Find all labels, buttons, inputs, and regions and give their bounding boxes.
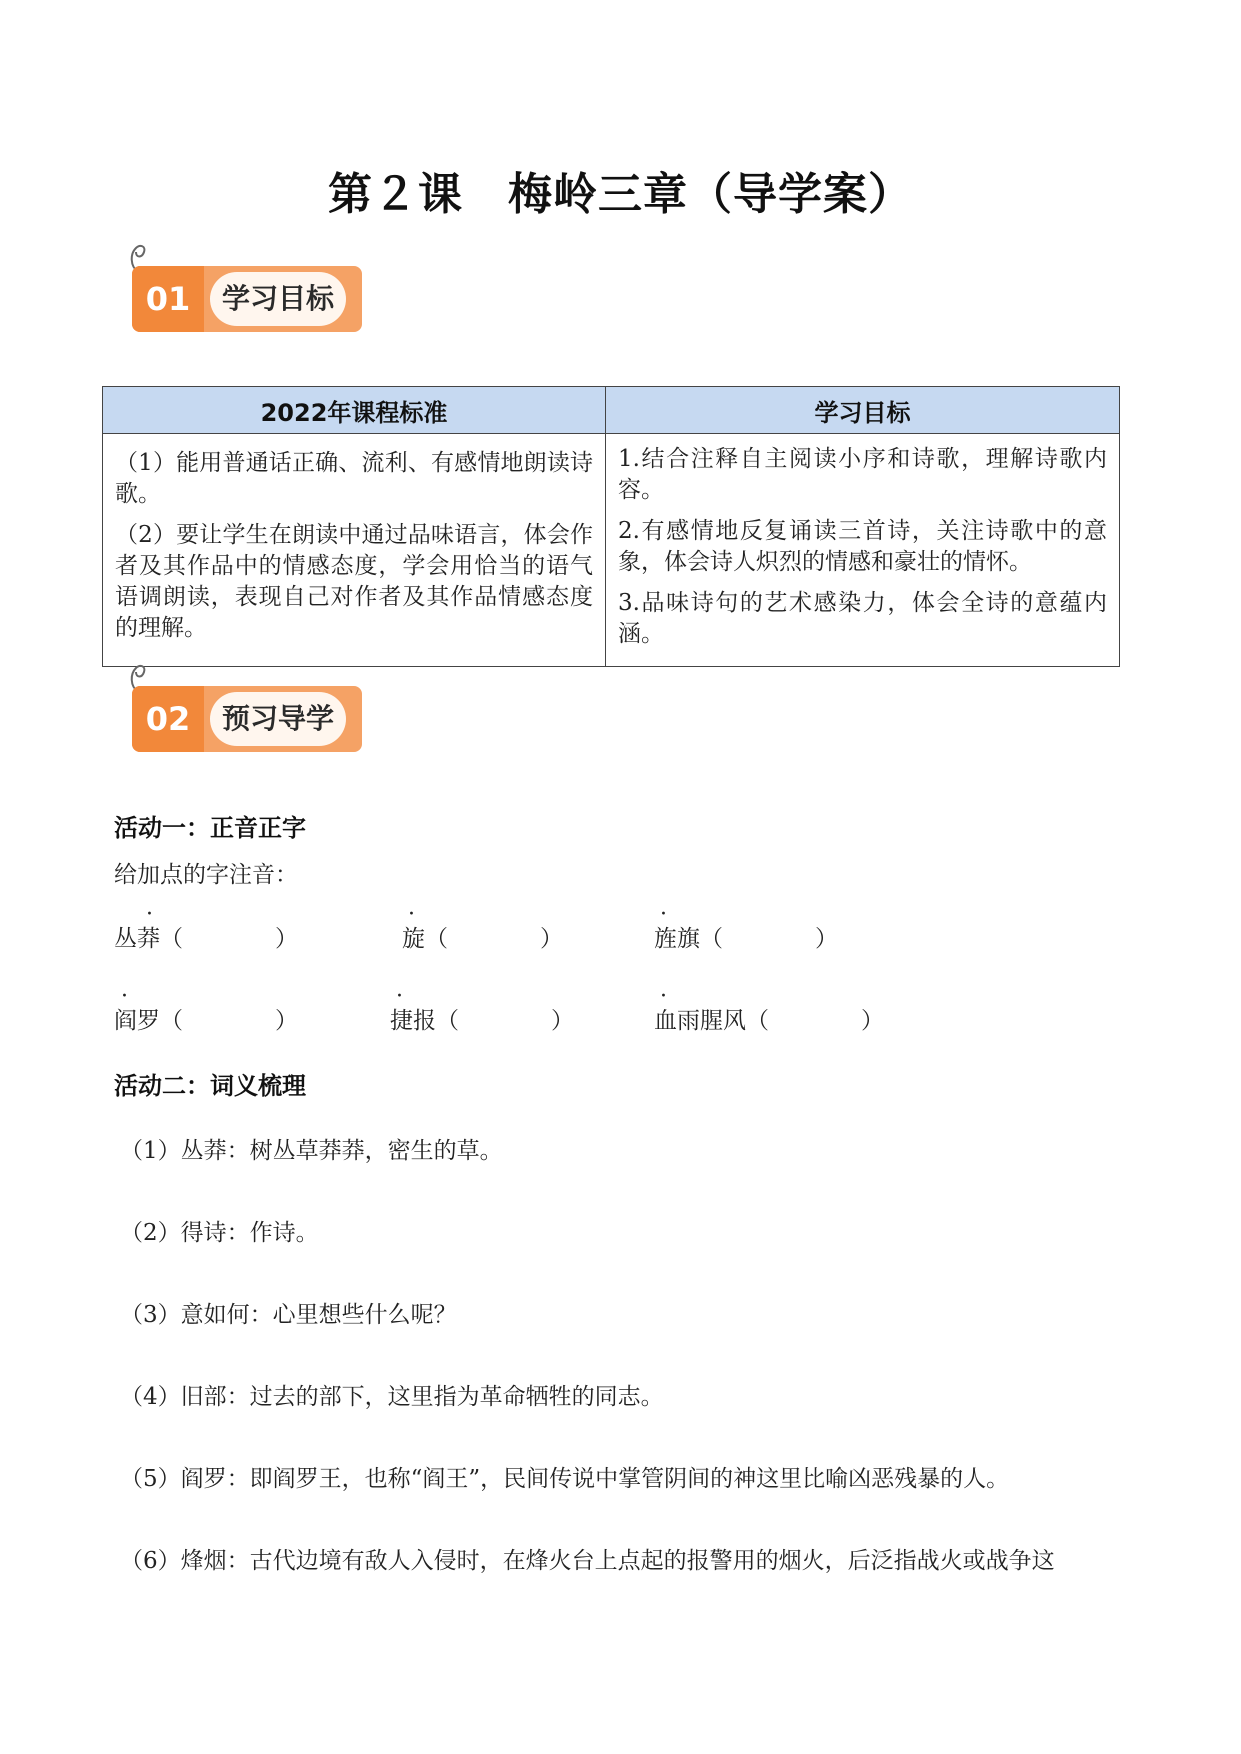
emphasis-dot: · (396, 984, 403, 1009)
standard-item: （2）要让学生在朗读中通过品味语言，体会作者及其作品中的情感态度，学会用恰当的语气语调朗读，表现自己对作者及其作品情感态度的理解。 (115, 522, 593, 641)
pinyin-blank[interactable]: 旌旗（ ） (654, 926, 838, 952)
emphasis-dot: · (660, 984, 667, 1009)
pinyin-blank[interactable]: 旋（ ） (402, 926, 563, 952)
vocab-item: （2）得诗：作诗。 (120, 1220, 319, 1246)
emphasis-dot: · (146, 902, 153, 927)
activity2-heading: 活动二：词义梳理 (114, 1072, 306, 1100)
pinyin-blank[interactable]: 捷报（ ） (390, 1008, 574, 1034)
section-label: 学习目标 (210, 272, 346, 326)
standards-cell (103, 434, 606, 667)
goal-item: 2.有感情地反复诵读三首诗，关注诗歌中的意象，体会诗人炽烈的情感和豪壮的情怀。 (618, 518, 1107, 575)
emphasis-dot: · (121, 984, 128, 1009)
section-label: 预习导学 (210, 692, 346, 746)
goals-cell (606, 434, 1120, 667)
vocab-item: （6）烽烟：古代边境有敌人入侵时，在烽火台上点起的报警用的烟火，后泛指战火或战争这 (120, 1548, 1055, 1574)
pinyin-blank[interactable]: 血雨腥风（ ） (654, 1008, 884, 1034)
table-header-goals: 学习目标 (606, 387, 1120, 434)
pinyin-blank[interactable]: 阎罗（ ） (114, 1008, 298, 1034)
section-number: 01 (132, 266, 204, 332)
section-number: 02 (132, 686, 204, 752)
standard-item: （1）能用普通话正确、流利、有感情地朗读诗歌。 (115, 450, 593, 507)
vocab-item: （4）旧部：过去的部下，这里指为革命牺牲的同志。 (120, 1384, 664, 1410)
table-header-standard: 2022年课程标准 (103, 387, 606, 434)
vocab-item: （1）丛莽：树丛草莽莽，密生的草。 (120, 1138, 503, 1164)
vocab-item: （5）阎罗：即阎罗王，也称“阎王”，民间传说中掌管阴间的神这里比喻凶恶残暴的人。 (120, 1466, 1010, 1492)
page-title: 第２课 梅岭三章（导学案） (328, 169, 913, 220)
activity1-heading: 活动一：正音正字 (114, 814, 306, 842)
emphasis-dot: · (408, 902, 415, 927)
goal-item: 1.结合注释自主阅读小序和诗歌，理解诗歌内容。 (618, 446, 1107, 503)
vocab-item: （3）意如何：心里想些什么呢？ (120, 1302, 457, 1328)
emphasis-dot: · (660, 902, 667, 927)
goal-item: 3.品味诗句的艺术感染力，体会全诗的意蕴内涵。 (618, 590, 1107, 647)
activity1-instruction: 给加点的字注音： (114, 862, 298, 888)
section-badge-objectives (124, 240, 364, 340)
pinyin-blank[interactable]: 丛莽（ ） (114, 926, 298, 952)
section-badge-preview (124, 660, 364, 760)
standards-table (102, 386, 1120, 667)
